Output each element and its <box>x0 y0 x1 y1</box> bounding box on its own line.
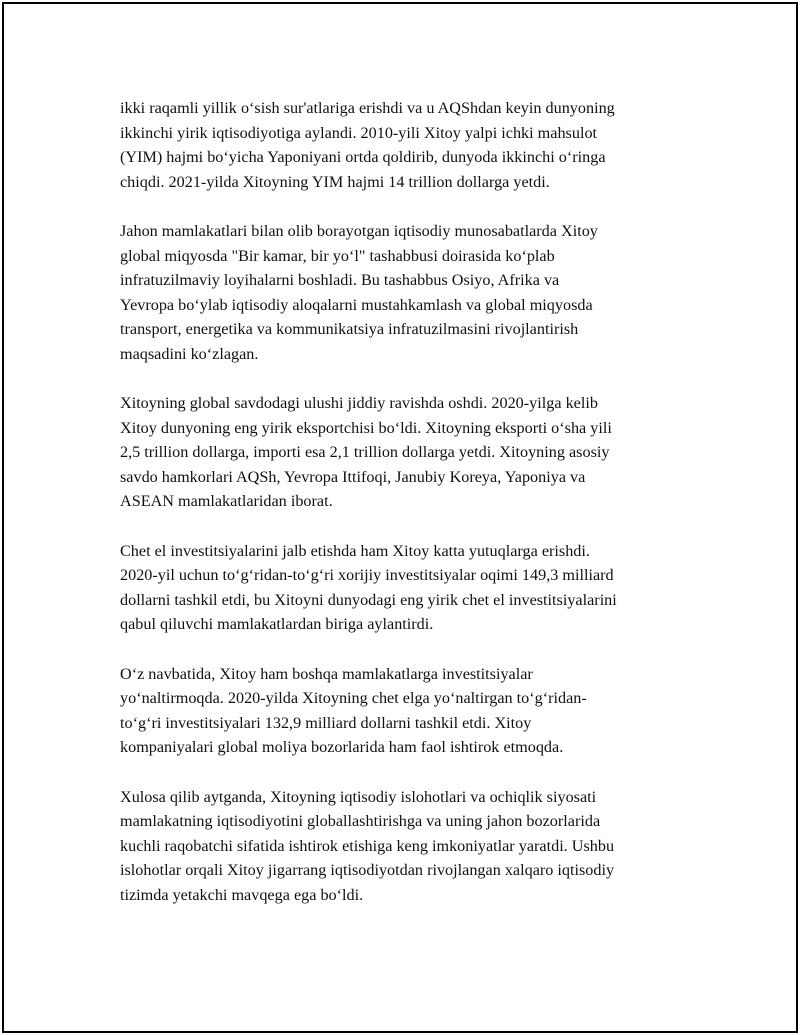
text-line: transport, energetika va kommunikatsiya infratuzilmasini rivojlantirish <box>120 320 579 338</box>
paragraph-foreign-investment <box>120 539 694 637</box>
document-page <box>2 2 798 1033</box>
text-line: dollarni tashkil etdi, bu Xitoyni dunyodagi eng yirik chet el investitsiyalarini <box>120 590 617 609</box>
text-line: Chet el investitsiyalarini jalb etishda ham Xitoy katta yutuqlarga erishdi. <box>120 541 590 560</box>
text-line: savdo hamkorlari AQSh, Yevropa Ittifoqi, Janubiy Koreya, Yaponiya va <box>120 467 586 486</box>
text-line: qabul qiluvchi mamlakatlardan biriga aylantirdi. <box>120 615 434 633</box>
text-line: maqsadini ko‘zlagan. <box>120 344 259 363</box>
text-line: Jahon mamlakatlari bilan olib borayotgan iqtisodiy munosabatlarda Xitoy <box>120 222 598 240</box>
paragraph-trade <box>120 391 694 514</box>
text-line: ikkinchi yirik iqtisodiyotiga aylandi. 2010-yili Xitoy yalpi ichki mahsulot <box>120 123 598 142</box>
text-line: islohotlar orqali Xitoy jigarrang iqtisodiyotdan rivojlangan xalqaro iqtisodiy <box>120 861 615 879</box>
paragraph-outward-investment <box>120 662 694 760</box>
text-line: Xitoy dunyoning eng yirik eksportchisi bo‘ldi. Xitoyning eksporti o‘sha yili <box>120 418 612 437</box>
text-line: O‘z navbatida, Xitoy ham boshqa mamlakatlarga investitsiyalar <box>120 664 533 683</box>
text-line: Xulosa qilib aytganda, Xitoyning iqtisodiy islohotlari va ochiqlik siyosati <box>120 787 597 806</box>
text-line: Xitoyning global savdodagi ulushi jiddiy ravishda oshdi. 2020-yilga kelib <box>120 394 598 412</box>
paragraph-growth <box>120 96 694 194</box>
text-line: kuchli raqobatchi sifatida ishtirok etishiga keng imkoniyatlar yaratdi. Ushbu <box>120 836 615 855</box>
text-line: kompaniyalari global moliya bozorlarida ham faol ishtirok etmoqda. <box>120 738 564 756</box>
text-line: Yevropa bo‘ylab iqtisodiy aloqalarni mustahkamlash va global miqyosda <box>120 295 593 314</box>
document-body <box>120 96 694 932</box>
text-line: 2020-yil uchun to‘g‘ridan-to‘g‘ri xorijiy investitsiyalar oqimi 149,3 milliard <box>120 566 614 584</box>
paragraph-conclusion <box>120 785 694 908</box>
text-line: 2,5 trillion dollarga, importi esa 2,1 trillion dollarga yetdi. Xitoyning asosiy <box>120 443 610 461</box>
text-line: infratuzilmaviy loyihalarni boshladi. Bu tashabbus Osiyo, Afrika va <box>120 271 560 289</box>
paragraph-belt-and-road <box>120 219 694 366</box>
text-line: ikki raqamli yillik o‘sish sur'atlariga erishdi va u AQShdan keyin dunyoning <box>120 99 615 117</box>
text-line: chiqdi. 2021-yilda Xitoyning YIM hajmi 14 trillion dollarga yetdi. <box>120 172 550 191</box>
text-line: to‘g‘ri investitsiyalari 132,9 milliard dollarni tashkil etdi. Xitoy <box>120 713 532 732</box>
text-line: (YIM) hajmi bo‘yicha Yaponiyani ortda qoldirib, dunyoda ikkinchi o‘ringa <box>120 148 606 166</box>
text-line: yo‘naltirmoqda. 2020-yilda Xitoyning chet elga yo‘naltirgan to‘g‘ridan- <box>120 689 587 707</box>
text-line: tizimda yetakchi mavqega ega bo‘ldi. <box>120 885 364 904</box>
text-line: ASEAN mamlakatlaridan iborat. <box>120 492 333 510</box>
text-line: global miqyosda "Bir kamar, bir yo‘l" tashabbusi doirasida ko‘plab <box>120 246 555 265</box>
text-line: mamlakatning iqtisodiyotini globallashtirishga va uning jahon bozorlarida <box>120 812 601 830</box>
